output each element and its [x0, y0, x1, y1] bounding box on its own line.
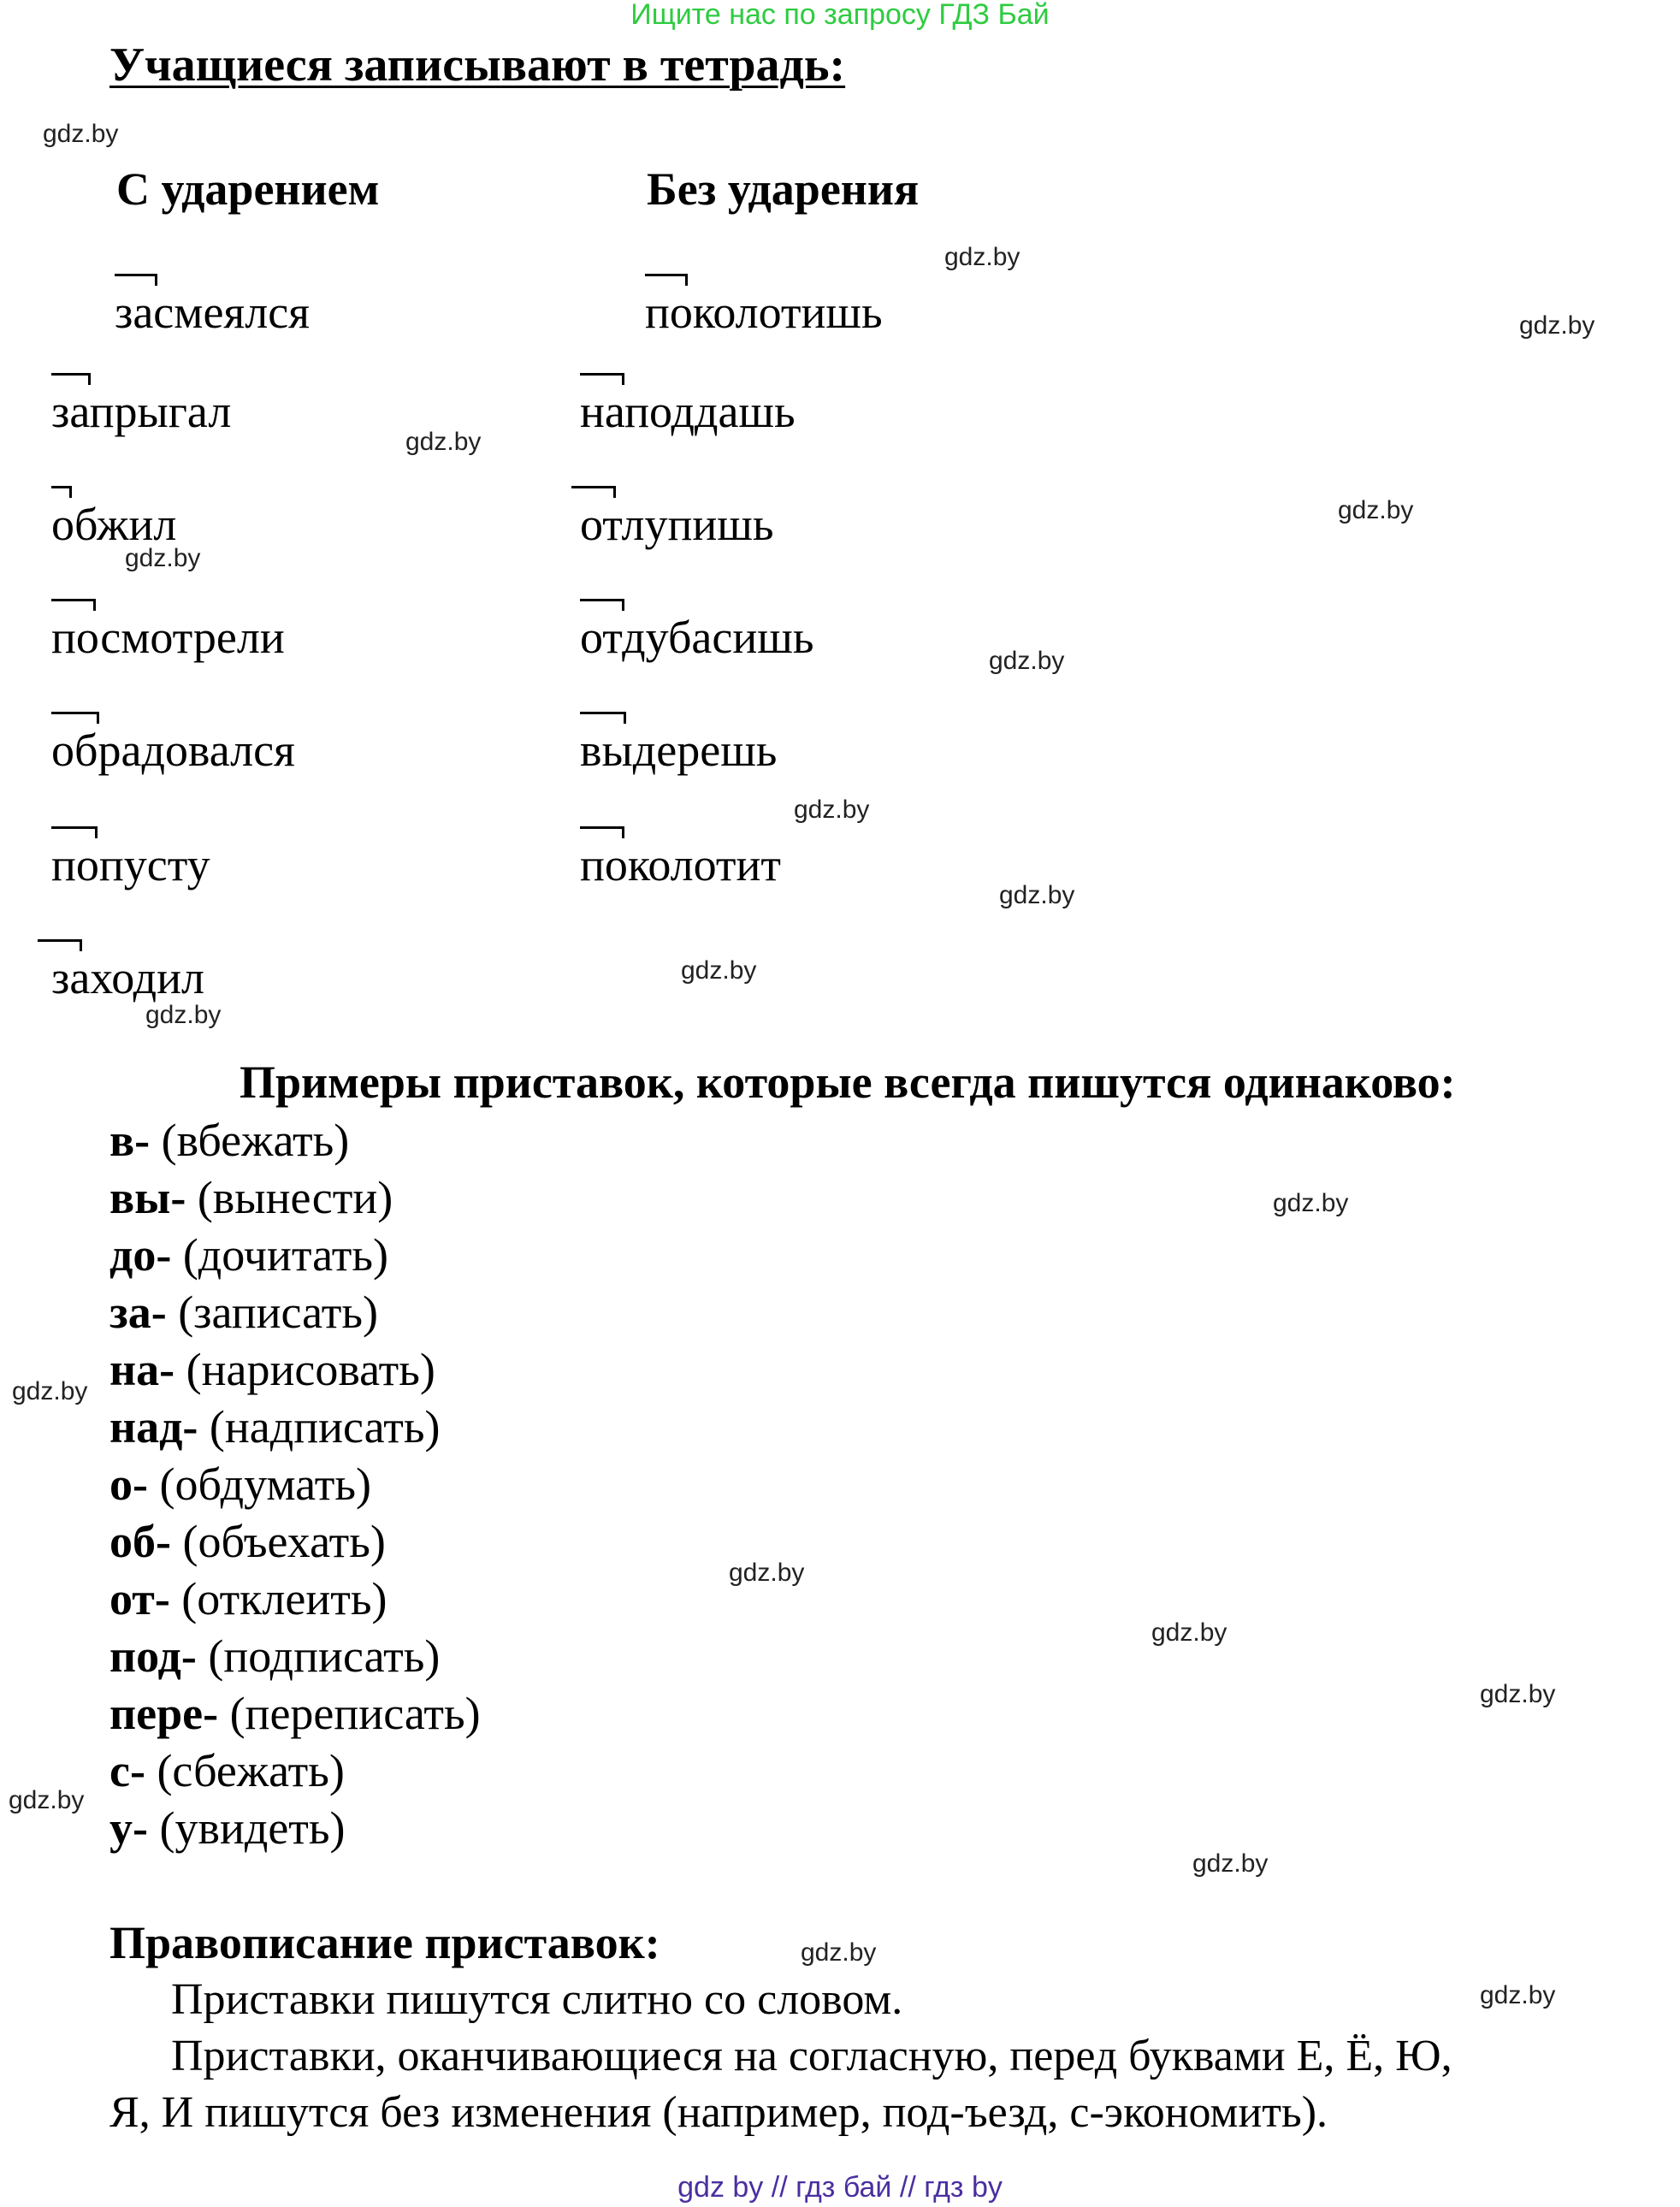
watermark: gdz.by: [145, 1001, 222, 1029]
unstressed-column-title: Без ударения: [647, 163, 920, 215]
prefix-example: об- (объехать): [109, 1516, 386, 1567]
stressed-column-title: С ударением: [116, 163, 380, 215]
watermark: gdz.by: [1519, 311, 1595, 340]
stressed-word: засмеялся: [115, 286, 310, 339]
watermark: gdz.by: [1338, 496, 1414, 524]
watermark: gdz.by: [125, 544, 201, 572]
examples-title: Примеры приставок, которые всегда пишутся одинаково:: [240, 1056, 1456, 1108]
stressed-word: попусту: [51, 838, 210, 891]
prefix-example: на- (нарисовать): [109, 1344, 435, 1395]
prefix-example: в- (вбежать): [109, 1115, 350, 1166]
spelling-title: Правописание приставок:: [109, 1917, 660, 1968]
prefix-mark: [580, 599, 624, 611]
prefix-mark: [51, 826, 98, 838]
watermark: gdz.by: [1192, 1849, 1269, 1878]
watermark: gdz.by: [944, 243, 1020, 271]
prefix-mark: [51, 599, 96, 611]
prefix-example: пере- (переписать): [109, 1688, 481, 1739]
footer-links[interactable]: gdz by // гдз бай // гдз by: [677, 2171, 1003, 2204]
watermark: gdz.by: [43, 120, 119, 148]
watermark: gdz.by: [801, 1938, 877, 1967]
watermark: gdz.by: [999, 881, 1075, 909]
watermark: gdz.by: [1480, 1981, 1556, 2009]
unstressed-word: отлупишь: [580, 498, 774, 551]
stressed-word: заходил: [51, 951, 204, 1004]
prefix-mark: [580, 712, 626, 724]
unstressed-word: поколотит: [580, 838, 781, 891]
watermark: gdz.by: [9, 1786, 85, 1814]
stressed-word: обжил: [51, 498, 176, 551]
prefix-mark: [51, 486, 72, 498]
prefix-example: над- (надписать): [109, 1401, 441, 1453]
prefix-example: вы- (вынести): [109, 1172, 393, 1223]
prefix-example: под- (подписать): [109, 1630, 441, 1682]
unstressed-word: наподдашь: [580, 385, 796, 438]
watermark: gdz.by: [1273, 1189, 1349, 1217]
watermark: gdz.by: [12, 1377, 88, 1405]
prefix-example: до- (дочитать): [109, 1229, 388, 1281]
spelling-rule-3: Я, И пишутся без изменения (например, под-ъезд, с-экономить).: [109, 2088, 1328, 2137]
spelling-rule-1: Приставки пишутся слитно со словом.: [171, 1975, 903, 2024]
watermark: gdz.by: [1151, 1618, 1227, 1647]
prefix-mark: [115, 274, 157, 286]
prefix-mark: [51, 373, 91, 385]
spelling-rule-2: Приставки, оканчивающиеся на согласную, перед буквами Е, Ё, Ю,: [171, 2032, 1452, 2080]
prefix-mark: [580, 826, 624, 838]
prefix-example: за- (записать): [109, 1287, 378, 1338]
prefix-mark: [580, 373, 624, 385]
prefix-example: у- (увидеть): [109, 1802, 346, 1854]
stressed-word: обрадовался: [51, 724, 295, 777]
prefix-mark: [645, 274, 688, 286]
prefix-example: от- (отклеить): [109, 1573, 387, 1624]
watermark: gdz.by: [681, 956, 757, 985]
prefix-example: о- (обдумать): [109, 1459, 371, 1510]
stressed-word: посмотрели: [51, 611, 285, 664]
prefix-example: с- (сбежать): [109, 1745, 345, 1796]
watermark: gdz.by: [405, 428, 482, 456]
prefix-mark: [571, 486, 616, 498]
top-banner-link[interactable]: Ищите нас по запросу ГДЗ Бай: [630, 0, 1050, 31]
stressed-word: запрыгал: [51, 385, 231, 438]
unstressed-word: поколотишь: [645, 286, 883, 339]
unstressed-word: отдубасишь: [580, 611, 813, 664]
watermark: gdz.by: [989, 647, 1065, 675]
watermark: gdz.by: [729, 1559, 805, 1587]
watermark: gdz.by: [1480, 1680, 1556, 1708]
prefix-mark: [51, 712, 99, 724]
prefix-mark: [38, 939, 82, 951]
watermark: gdz.by: [794, 796, 870, 824]
page-heading: Учащиеся записывают в тетрадь:: [109, 38, 846, 92]
unstressed-word: выдерешь: [580, 724, 777, 777]
